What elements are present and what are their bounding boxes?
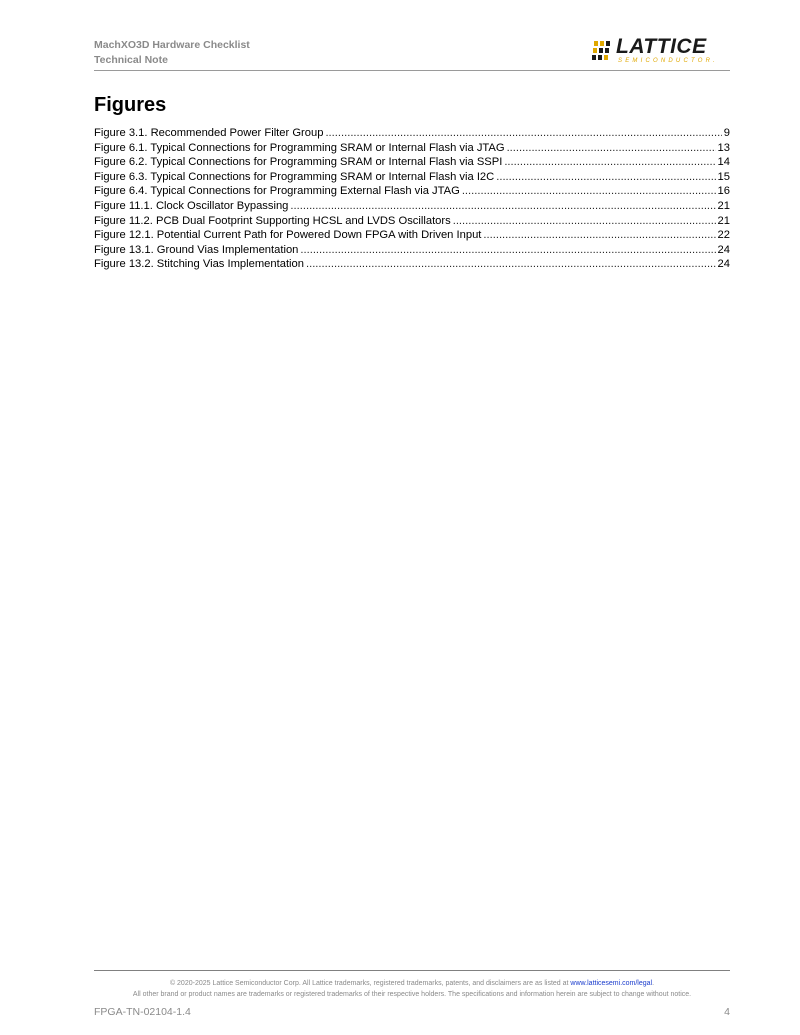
page-number: 4 <box>724 1006 730 1018</box>
copyright-suffix: . <box>652 980 655 987</box>
toc-dot-leader <box>504 155 715 170</box>
toc-entry[interactable] <box>94 170 730 185</box>
toc-entry-title: Figure 3.1. Recommended Power Filter Group <box>94 127 324 139</box>
copyright-text: © 2020-2025 Lattice Semiconductor Corp. All Lattice trademarks, registered trademarks, patents, and disclaimers are as listed at <box>169 980 571 987</box>
toc-entry-title: Figure 6.2. Typical Connections for Programming SRAM or Internal Flash via SSPI <box>94 156 503 169</box>
toc-dot-leader <box>290 199 715 214</box>
toc-dot-leader <box>507 141 716 156</box>
toc-dot-leader <box>483 228 715 243</box>
toc-entry-page: 21 <box>717 214 730 227</box>
toc-entry-page: 15 <box>717 170 730 183</box>
toc-entry-page: 21 <box>717 199 730 212</box>
toc-entry-page: 24 <box>717 243 730 256</box>
toc-dot-leader <box>300 243 715 258</box>
lattice-logo-icon <box>592 40 614 62</box>
toc-entry-title: Figure 6.1. Typical Connections for Programming SRAM or Internal Flash via JTAG <box>94 141 505 154</box>
toc-entry-title: Figure 6.4. Typical Connections for Programming External Flash via JTAG <box>94 185 460 198</box>
footer-copyright-line2: All other brand or product names are trademarks or registered trademarks of their respective holders. The specifications and information herein are subject to change without notice. <box>132 991 692 998</box>
toc-entry[interactable] <box>94 126 730 141</box>
toc-entry-title: Figure 11.1. Clock Oscillator Bypassing <box>94 199 289 212</box>
toc-entry-page: 9 <box>723 127 730 139</box>
toc-entry-title: Figure 6.3. Typical Connections for Programming SRAM or Internal Flash via I2C <box>94 170 495 183</box>
logo-subtext: SEMICONDUCTOR. <box>618 58 719 64</box>
toc-entry[interactable] <box>94 155 730 170</box>
toc-entry[interactable] <box>94 243 730 258</box>
toc-entry-title: Figure 13.2. Stitching Vias Implementation <box>94 258 304 271</box>
legal-link[interactable]: www.latticesemi.com/legal <box>570 980 653 987</box>
toc-entry[interactable] <box>94 141 730 156</box>
toc-dot-leader <box>306 257 716 272</box>
toc-entry-title: Figure 12.1. Potential Current Path for Powered Down FPGA with Driven Input <box>94 229 482 242</box>
figures-list <box>94 126 730 272</box>
toc-dot-leader <box>325 126 721 141</box>
lattice-logo <box>592 35 730 66</box>
logo-wordmark: LATTICE <box>616 35 707 58</box>
toc-entry-page: 13 <box>717 141 730 154</box>
header-divider <box>94 70 730 71</box>
toc-dot-leader <box>453 214 716 229</box>
toc-entry[interactable] <box>94 199 730 214</box>
toc-entry[interactable] <box>94 228 730 243</box>
toc-entry[interactable] <box>94 214 730 229</box>
section-heading: Figures <box>94 94 167 116</box>
document-number: FPGA-TN-02104-1.4 <box>94 1006 191 1018</box>
document-title: MachXO3D Hardware Checklist <box>94 39 250 51</box>
toc-dot-leader <box>496 170 715 185</box>
footer-copyright-line1 <box>94 978 730 989</box>
toc-entry[interactable] <box>94 184 730 199</box>
toc-entry-page: 16 <box>717 185 730 198</box>
document-type: Technical Note <box>94 54 168 66</box>
toc-dot-leader <box>462 184 716 199</box>
toc-entry-page: 22 <box>717 229 730 242</box>
toc-entry-title: Figure 11.2. PCB Dual Footprint Supporting HCSL and LVDS Oscillators <box>94 214 451 227</box>
toc-entry-page: 24 <box>717 258 730 271</box>
footer-copyright <box>94 978 730 1000</box>
toc-entry[interactable] <box>94 257 730 272</box>
footer-divider <box>94 970 730 971</box>
toc-entry-title: Figure 13.1. Ground Vias Implementation <box>94 243 299 256</box>
document-header <box>94 38 250 68</box>
toc-entry-page: 14 <box>717 156 730 169</box>
